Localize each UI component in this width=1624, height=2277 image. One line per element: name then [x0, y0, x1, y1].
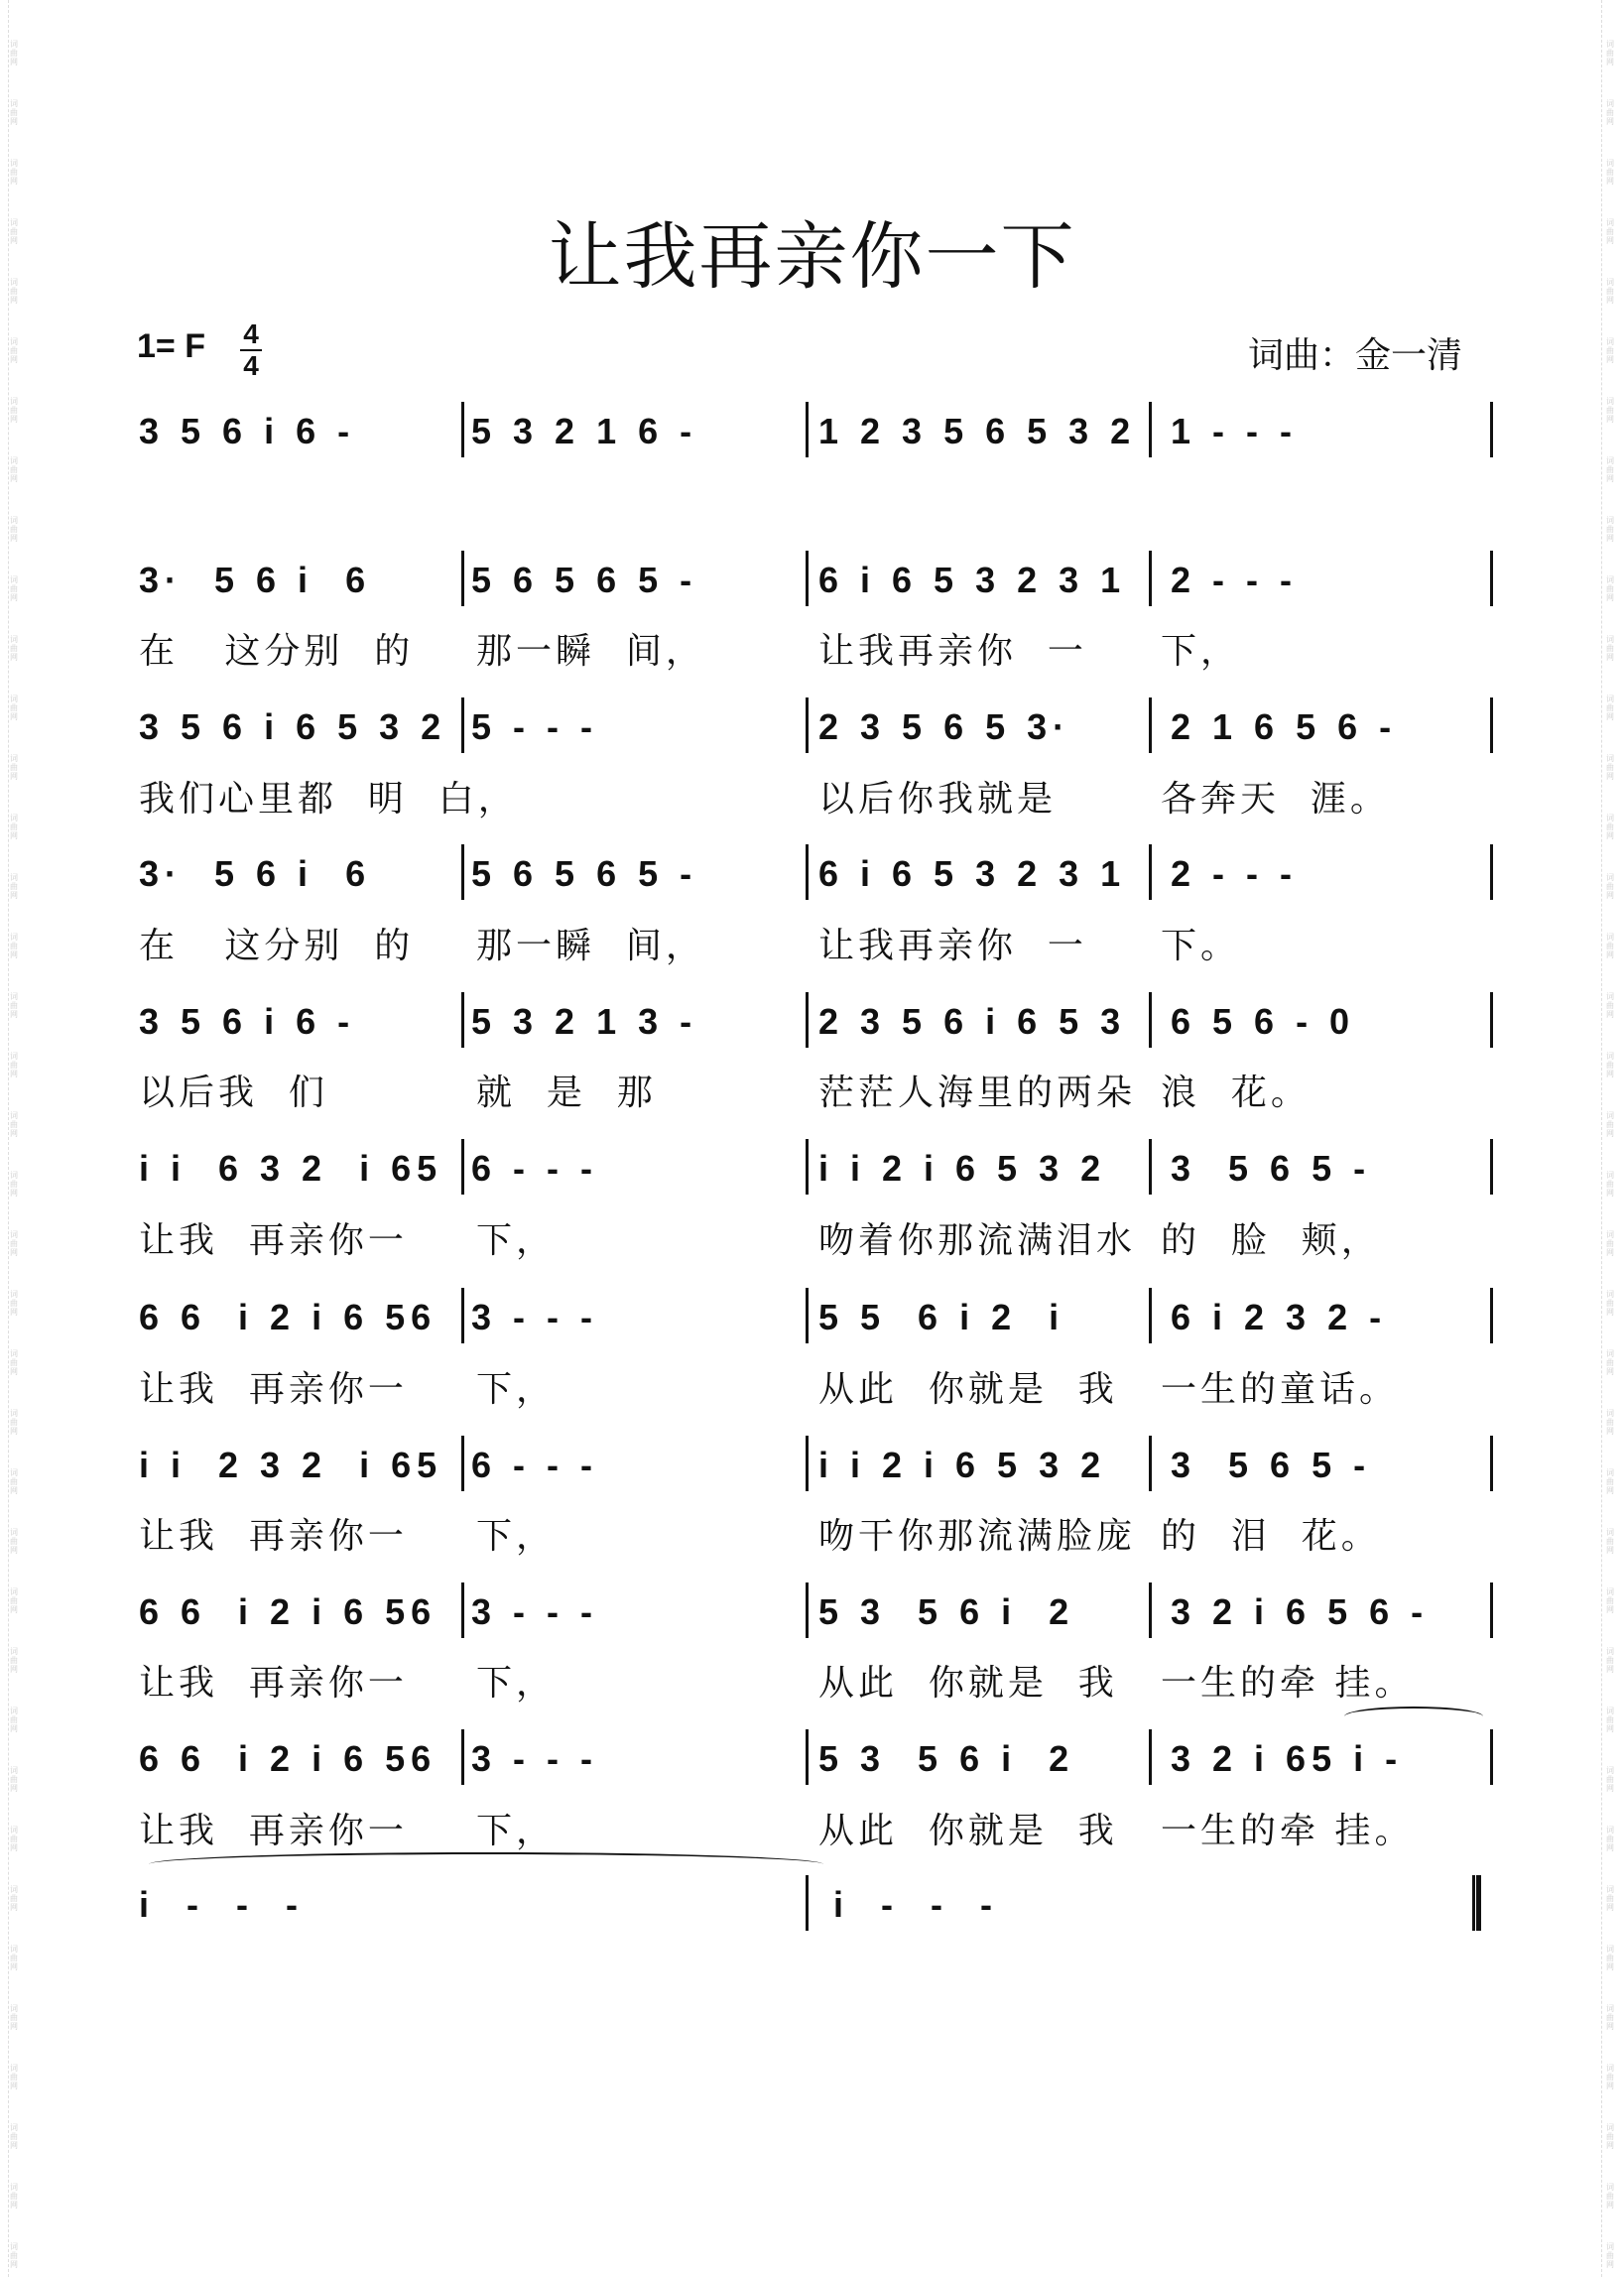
watermark-mark: 词 曲 网 [1606, 278, 1614, 305]
watermark-mark: 词 曲 网 [1606, 218, 1614, 245]
watermark-mark: 词 曲 网 [1606, 2004, 1614, 2031]
barline [1149, 1729, 1152, 1785]
measure: 3· 5 6 i 6 [139, 560, 372, 600]
lyric-segment: 下， [476, 1369, 557, 1410]
watermark-mark: 词 曲 网 [1606, 814, 1614, 840]
lyric-segment: 从此 你就是 我 [818, 1811, 1118, 1851]
watermark-mark: 词 曲 网 [1606, 2183, 1614, 2210]
watermark-mark: 词 曲 网 [1606, 40, 1614, 66]
barline [461, 551, 464, 606]
watermark-mark: 词 曲 网 [10, 2242, 18, 2269]
watermark-mark: 词 曲 网 [1606, 575, 1614, 602]
score-row [139, 1139, 1488, 1199]
watermark-mark: 词 曲 网 [10, 1587, 18, 1614]
barline [1149, 1288, 1152, 1343]
lyric-line [139, 1803, 1488, 1852]
watermark-mark: 词 曲 网 [1606, 1945, 1614, 1971]
measure: 3 5 6 i 6 5 3 2 [139, 706, 447, 747]
score-row [139, 844, 1488, 904]
measure: i i 2 i 6 5 3 2 [818, 1148, 1107, 1189]
lyric-segment: 以后我 们 [139, 1073, 328, 1113]
measure: i i 2 i 6 5 3 2 [818, 1445, 1107, 1485]
measure: 2 - - - [1171, 853, 1298, 894]
barline [1149, 1139, 1152, 1195]
watermark-mark: 词 曲 网 [1606, 516, 1614, 543]
lyric-segment: 下， [476, 1220, 557, 1261]
measure: 5 3 2 1 3 - [471, 1001, 698, 1042]
barline [1149, 551, 1152, 606]
watermark-mark: 词 曲 网 [10, 456, 18, 483]
watermark-mark: 词 曲 网 [1606, 159, 1614, 186]
score-row [139, 402, 1488, 461]
lyric-line [139, 623, 1488, 673]
barline [1490, 1139, 1493, 1195]
watermark-mark: 词 曲 网 [1606, 1171, 1614, 1198]
watermark-mark: 词 曲 网 [10, 1409, 18, 1436]
measure: i - - - [833, 1884, 998, 1925]
lyric-line [139, 771, 1488, 821]
time-signature-top: 4 [243, 318, 259, 349]
barline [806, 992, 809, 1048]
watermark-mark: 词 曲 网 [1606, 933, 1614, 959]
credits: 词曲：金一清 [1248, 335, 1463, 376]
lyric-segment: 下， [476, 1663, 557, 1704]
measure: 3 5 6 5 - [1171, 1445, 1372, 1485]
score-row [139, 1288, 1488, 1347]
lyric-segment: 下。 [1161, 926, 1241, 966]
watermark-mark: 词 曲 网 [1606, 1647, 1614, 1674]
barline [806, 844, 809, 900]
lyric-segment: 让我再亲你 一 [818, 631, 1087, 672]
barline [461, 402, 464, 457]
barline [461, 1729, 464, 1785]
measure: 5 3 2 1 6 - [471, 411, 698, 451]
measure: 6 i 6 5 3 2 3 1 [818, 560, 1127, 600]
time-signature-bottom: 4 [240, 349, 262, 381]
time-signature [240, 319, 262, 381]
watermark-mark: 词 曲 网 [1606, 397, 1614, 424]
watermark-mark: 词 曲 网 [10, 1885, 18, 1912]
score-row [139, 1729, 1488, 1789]
barline [461, 992, 464, 1048]
watermark-mark: 词 曲 网 [10, 814, 18, 840]
barline [1149, 844, 1152, 900]
barline [1149, 1436, 1152, 1491]
lyric-segment: 让我 再亲你一 [139, 1663, 408, 1704]
barline [806, 1288, 809, 1343]
watermark-mark: 词 曲 网 [1606, 1707, 1614, 1733]
measure: 3 - - - [471, 1738, 598, 1779]
watermark-mark: 词 曲 网 [1606, 695, 1614, 721]
watermark-mark: 词 曲 网 [1606, 1349, 1614, 1376]
barline [806, 1139, 809, 1195]
lyric-segment: 一生的牵 挂。 [1161, 1811, 1415, 1851]
barline [1149, 992, 1152, 1048]
watermark-mark: 词 曲 网 [10, 992, 18, 1019]
watermark-mark: 词 曲 网 [1606, 1587, 1614, 1614]
measure: 2 - - - [1171, 560, 1298, 600]
measure: 5 3 5 6 i 2 [818, 1738, 1075, 1779]
lyric-segment: 让我 再亲你一 [139, 1220, 408, 1261]
watermark-mark: 词 曲 网 [1606, 1230, 1614, 1257]
watermark-mark: 词 曲 网 [1606, 1290, 1614, 1317]
watermark-mark: 词 曲 网 [10, 99, 18, 126]
barline [806, 1729, 809, 1785]
watermark-mark: 词 曲 网 [1606, 2064, 1614, 2090]
watermark-mark: 词 曲 网 [10, 337, 18, 364]
lyric-segment: 的 泪 花。 [1161, 1516, 1381, 1557]
lyric-line [139, 1508, 1488, 1558]
lyric-segment: 就 是 那 [476, 1073, 657, 1113]
barline [461, 1436, 464, 1491]
watermark-mark: 词 曲 网 [10, 1945, 18, 1971]
measure: 3 5 6 i 6 - [139, 1001, 356, 1042]
lyric-segment: 我们心里都 明 白， [139, 779, 518, 820]
lyric-segment: 从此 你就是 我 [818, 1369, 1118, 1410]
barline [806, 402, 809, 457]
measure: 3 2 i 65 i - [1171, 1738, 1404, 1779]
lyric-segment: 那一瞬 间， [476, 926, 705, 966]
barline [806, 551, 809, 606]
measure: i i 6 3 2 i 65 [139, 1148, 443, 1189]
final-barline [1472, 1875, 1481, 1931]
watermark-mark: 词 曲 网 [10, 1230, 18, 1257]
barline [1149, 697, 1152, 753]
lyric-segment: 下， [1161, 631, 1241, 672]
barline [1490, 551, 1493, 606]
watermark-mark: 词 曲 网 [1606, 992, 1614, 1019]
lyric-line [139, 1655, 1488, 1705]
measure: i i 2 3 2 i 65 [139, 1445, 443, 1485]
watermark-mark: 词 曲 网 [10, 1766, 18, 1793]
lyric-segment: 下， [476, 1811, 557, 1851]
watermark-mark: 词 曲 网 [10, 218, 18, 245]
watermark-mark: 词 曲 网 [10, 754, 18, 781]
lyric-segment: 浪 花。 [1161, 1073, 1311, 1113]
barline [461, 1582, 464, 1638]
watermark-mark: 词 曲 网 [10, 2123, 18, 2150]
measure: 2 3 5 6 i 6 5 3 [818, 1001, 1127, 1042]
lyric-segment: 在 这分别 的 [139, 926, 415, 966]
barline [1149, 1582, 1152, 1638]
barline [1490, 992, 1493, 1048]
measure: 6 6 i 2 i 6 56 [139, 1738, 437, 1779]
watermark-mark: 词 曲 网 [1606, 754, 1614, 781]
measure: 3 5 6 5 - [1171, 1148, 1372, 1189]
measure: 3· 5 6 i 6 [139, 853, 372, 894]
measure: 6 6 i 2 i 6 56 [139, 1591, 437, 1632]
watermark-mark: 词 曲 网 [1606, 873, 1614, 900]
barline [1490, 1582, 1493, 1638]
measure: 5 6 5 6 5 - [471, 560, 698, 600]
barline [461, 844, 464, 900]
barline [1490, 697, 1493, 753]
watermark-mark: 词 曲 网 [10, 397, 18, 424]
watermark-mark: 词 曲 网 [10, 516, 18, 543]
song-title: 让我再亲你一下 [548, 214, 1076, 300]
lyric-segment: 让我 再亲你一 [139, 1516, 408, 1557]
watermark-mark: 词 曲 网 [10, 1052, 18, 1078]
measure: 6 6 i 2 i 6 56 [139, 1297, 437, 1337]
score-row [139, 1582, 1488, 1642]
watermark-mark: 词 曲 网 [10, 1171, 18, 1198]
barline [1490, 402, 1493, 457]
measure: 6 - - - [471, 1148, 598, 1189]
score-row [139, 697, 1488, 757]
watermark-mark: 词 曲 网 [10, 873, 18, 900]
watermark-mark: 词 曲 网 [10, 2183, 18, 2210]
measure: 3 5 6 i 6 - [139, 411, 356, 451]
lyric-line [139, 1065, 1488, 1114]
barline [461, 1288, 464, 1343]
score-row [139, 551, 1488, 610]
score-row [139, 992, 1488, 1052]
watermark-mark: 词 曲 网 [1606, 2123, 1614, 2150]
watermark-mark: 词 曲 网 [1606, 1111, 1614, 1138]
watermark-mark: 词 曲 网 [1606, 1409, 1614, 1436]
lyric-segment: 一生的童话。 [1161, 1369, 1400, 1410]
watermark-mark: 词 曲 网 [1606, 1528, 1614, 1555]
watermark-mark: 词 曲 网 [10, 278, 18, 305]
barline [461, 1139, 464, 1195]
measure: 3 - - - [471, 1591, 598, 1632]
watermark-mark: 词 曲 网 [10, 1111, 18, 1138]
lyric-line [139, 1212, 1488, 1262]
watermark-mark: 词 曲 网 [10, 1647, 18, 1674]
measure: 5 - - - [471, 706, 598, 747]
barline [1490, 844, 1493, 900]
watermark-mark: 词 曲 网 [10, 1349, 18, 1376]
watermark-mark: 词 曲 网 [1606, 1052, 1614, 1078]
watermark-mark: 词 曲 网 [1606, 1766, 1614, 1793]
lyric-segment: 在 这分别 的 [139, 631, 415, 672]
watermark-mark: 词 曲 网 [10, 2004, 18, 2031]
lyric-line [139, 918, 1488, 967]
barline [806, 1436, 809, 1491]
watermark-mark: 词 曲 网 [10, 1290, 18, 1317]
watermark-mark: 词 曲 网 [1606, 99, 1614, 126]
measure: 6 5 6 - 0 [1171, 1001, 1356, 1042]
lyric-segment: 让我再亲你 一 [818, 926, 1087, 966]
watermark-mark: 词 曲 网 [10, 933, 18, 959]
measure: 2 3 5 6 5 3· [818, 706, 1071, 747]
lyric-segment: 一生的牵 挂。 [1161, 1663, 1415, 1704]
barline [1490, 1729, 1493, 1785]
measure: 5 5 6 i 2 i [818, 1297, 1065, 1337]
lyric-segment: 下， [476, 1516, 557, 1557]
lyric-segment: 茫茫人海里的两朵 [818, 1073, 1137, 1113]
tie-mark [1344, 1707, 1483, 1726]
lyric-segment: 吻干你那流满脸庞 [818, 1516, 1137, 1557]
measure: 3 - - - [471, 1297, 598, 1337]
watermark-mark: 词 曲 网 [10, 575, 18, 602]
watermark-mark: 词 曲 网 [1606, 456, 1614, 483]
measure: 5 6 5 6 5 - [471, 853, 698, 894]
score-row [139, 1875, 1488, 1935]
watermark-mark: 词 曲 网 [10, 635, 18, 662]
watermark-mark: 词 曲 网 [10, 1528, 18, 1555]
watermark-mark: 词 曲 网 [10, 1707, 18, 1733]
watermark-mark: 词 曲 网 [1606, 337, 1614, 364]
lyric-segment: 以后你我就是 [818, 779, 1058, 820]
measure: 6 - - - [471, 1445, 598, 1485]
lyric-segment: 让我 再亲你一 [139, 1811, 408, 1851]
watermark-mark: 词 曲 网 [10, 159, 18, 186]
barline [1490, 1288, 1493, 1343]
lyric-segment: 的 脸 颊， [1161, 1220, 1381, 1261]
watermark-mark: 词 曲 网 [10, 2064, 18, 2090]
lyric-line [139, 1361, 1488, 1411]
lyric-segment: 各奔天 涯。 [1161, 779, 1390, 820]
lyric-segment: 让我 再亲你一 [139, 1369, 408, 1410]
lyric-segment: 那一瞬 间， [476, 631, 705, 672]
lyric-segment: 吻着你那流满泪水 [818, 1220, 1137, 1261]
measure: 5 3 5 6 i 2 [818, 1591, 1075, 1632]
measure: 2 1 6 5 6 - [1171, 706, 1398, 747]
watermark-mark: 词 曲 网 [10, 40, 18, 66]
measure: 1 2 3 5 6 5 3 2 [818, 411, 1137, 451]
measure: i - - - [139, 1884, 304, 1925]
measure: 3 2 i 6 5 6 - [1171, 1591, 1430, 1632]
watermark-mark: 词 曲 网 [10, 695, 18, 721]
watermark-mark: 词 曲 网 [10, 1826, 18, 1852]
key-signature: 1= F [137, 327, 205, 365]
barline [806, 1875, 809, 1931]
measure: 6 i 6 5 3 2 3 1 [818, 853, 1127, 894]
barline [1149, 402, 1152, 457]
score-row [139, 1436, 1488, 1495]
tie-mark [149, 1852, 823, 1876]
barline [1490, 1436, 1493, 1491]
barline [806, 697, 809, 753]
measure: 1 - - - [1171, 411, 1298, 451]
watermark-mark: 词 曲 网 [1606, 635, 1614, 662]
watermark-mark: 词 曲 网 [1606, 2242, 1614, 2269]
barline [806, 1582, 809, 1638]
watermark-mark: 词 曲 网 [10, 1468, 18, 1495]
lyric-segment: 从此 你就是 我 [818, 1663, 1118, 1704]
barline [461, 697, 464, 753]
watermark-mark: 词 曲 网 [1606, 1826, 1614, 1852]
watermark-mark: 词 曲 网 [1606, 1468, 1614, 1495]
measure: 6 i 2 3 2 - [1171, 1297, 1388, 1337]
watermark-mark: 词 曲 网 [1606, 1885, 1614, 1912]
